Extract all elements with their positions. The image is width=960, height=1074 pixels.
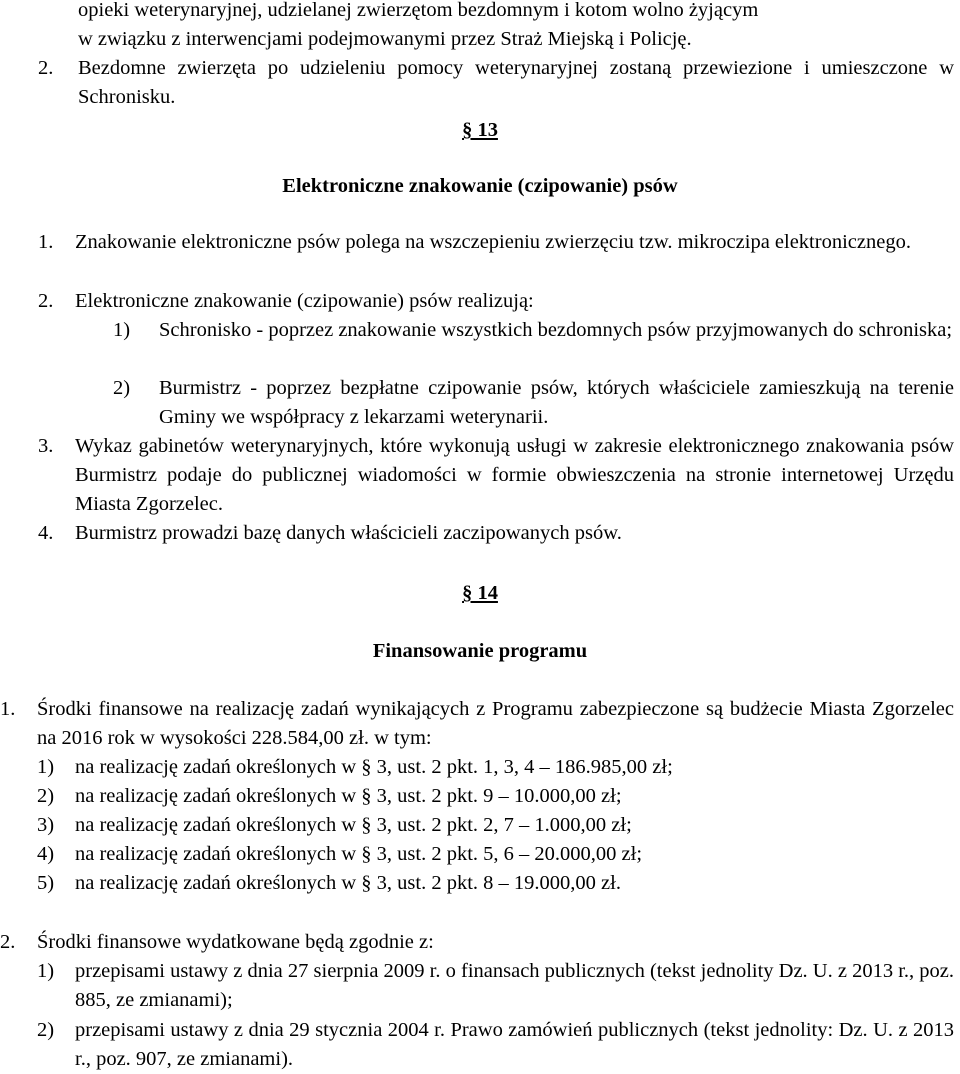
s14-list2-item-1-number: 1): [37, 960, 55, 982]
s13-sub-1-number: 1): [113, 319, 131, 341]
section-13-mark: § 13: [462, 119, 498, 141]
s14-list2-item-1-text: przepisami ustawy z dnia 27 sierpnia 2009 r. o finansach publicznych (tekst jednolity Dz. U. z 2013 r., poz. 885, ze zmianami);: [75, 960, 955, 1011]
s13-item-3-number: 3.: [38, 435, 54, 457]
s14-list1-item-3: 3) na realizację zadań określonych w § 3, ust. 2 pkt. 2, 7 – 1.000,00 zł;: [37, 814, 632, 836]
s13-item-1-text: Znakowanie elektroniczne psów polega na wszczepieniu zwierzęciu tzw. mikroczipa elektronicznego.: [75, 231, 911, 253]
intro-item-number: 2.: [38, 57, 54, 79]
section-13-title: Elektroniczne znakowanie (czipowanie) psów: [282, 175, 678, 197]
section-14-mark: § 14: [462, 582, 498, 604]
s13-item-2-number: 2.: [38, 290, 54, 312]
s14-list2-item-2-number: 2): [37, 1019, 55, 1041]
section-14-title: Finansowanie programu: [372, 640, 588, 662]
s14-item-2-text: Środki finansowe wydatkowane będą zgodnie z:: [37, 931, 434, 953]
s13-item-1-number: 1.: [38, 231, 54, 253]
s14-list2-item-2-text: przepisami ustawy z dnia 29 stycznia 2004 r. Prawo zamówień publicznych (tekst jednolity: Dz. U. z 2013 r., poz. 907, ze zmianami).: [75, 1019, 954, 1070]
s14-list1-item-1: 1) na realizację zadań określonych w § 3, ust. 2 pkt. 1, 3, 4 – 186.985,00 zł;: [37, 756, 673, 778]
s13-sub-2-text: Burmistrz - poprzez bezpłatne czipowanie psów, których właściciele zamieszkują na terenie Gminy we współpracy z lekarzami weterynarii.: [159, 377, 954, 428]
s14-item-2-number: 2.: [0, 931, 16, 953]
s14-list1-item-2: 2) na realizację zadań określonych w § 3, ust. 2 pkt. 9 – 10.000,00 zł;: [37, 785, 622, 807]
s14-item-1-text: Środki finansowe na realizację zadań wynikających z Programu zabezpieczone są budżecie Miasta Zgorzelec na 2016 rok w wysokości 228.584,00 zł. w tym:: [37, 698, 954, 749]
s14-item-1-number: 1.: [0, 698, 16, 720]
s14-list1-item-5: 5) na realizację zadań określonych w § 3, ust. 2 pkt. 8 – 19.000,00 zł.: [37, 872, 621, 894]
s14-list1-item-4: 4) na realizację zadań określonych w § 3, ust. 2 pkt. 5, 6 – 20.000,00 zł;: [37, 843, 643, 865]
intro-item-text: Bezdomne zwierzęta po udzieleniu pomocy weterynaryjnej zostaną przewiezione i umieszczone w Schronisku.: [78, 57, 954, 108]
s13-item-4-number: 4.: [38, 522, 54, 544]
s13-item-4-text: Burmistrz prowadzi bazę danych właścicieli zaczipowanych psów.: [75, 522, 622, 544]
intro-text: [78, 0, 954, 54]
s13-item-2-text: Elektroniczne znakowanie (czipowanie) psów realizują:: [75, 290, 534, 312]
intro-line-2: w związku z interwencjami podejmowanymi przez Straż Miejską i Policję.: [78, 28, 692, 50]
intro-line-1: opieki weterynaryjnej, udzielanej zwierzętom bezdomnym i kotom wolno żyjącym: [78, 0, 759, 21]
s13-sub-1-text: Schronisko - poprzez znakowanie wszystkich bezdomnych psów przyjmowanych do schroniska;: [159, 319, 953, 341]
s13-item-3-text: Wykaz gabinetów weterynaryjnych, które wykonują usługi w zakresie elektronicznego znakowania psów Burmistrz podaje do publicznej wiadomości w formie obwieszczenia na stronie internetowej Urzędu Miasta Zgorzelec.: [75, 435, 954, 515]
s13-sub-2-number: 2): [113, 377, 131, 399]
